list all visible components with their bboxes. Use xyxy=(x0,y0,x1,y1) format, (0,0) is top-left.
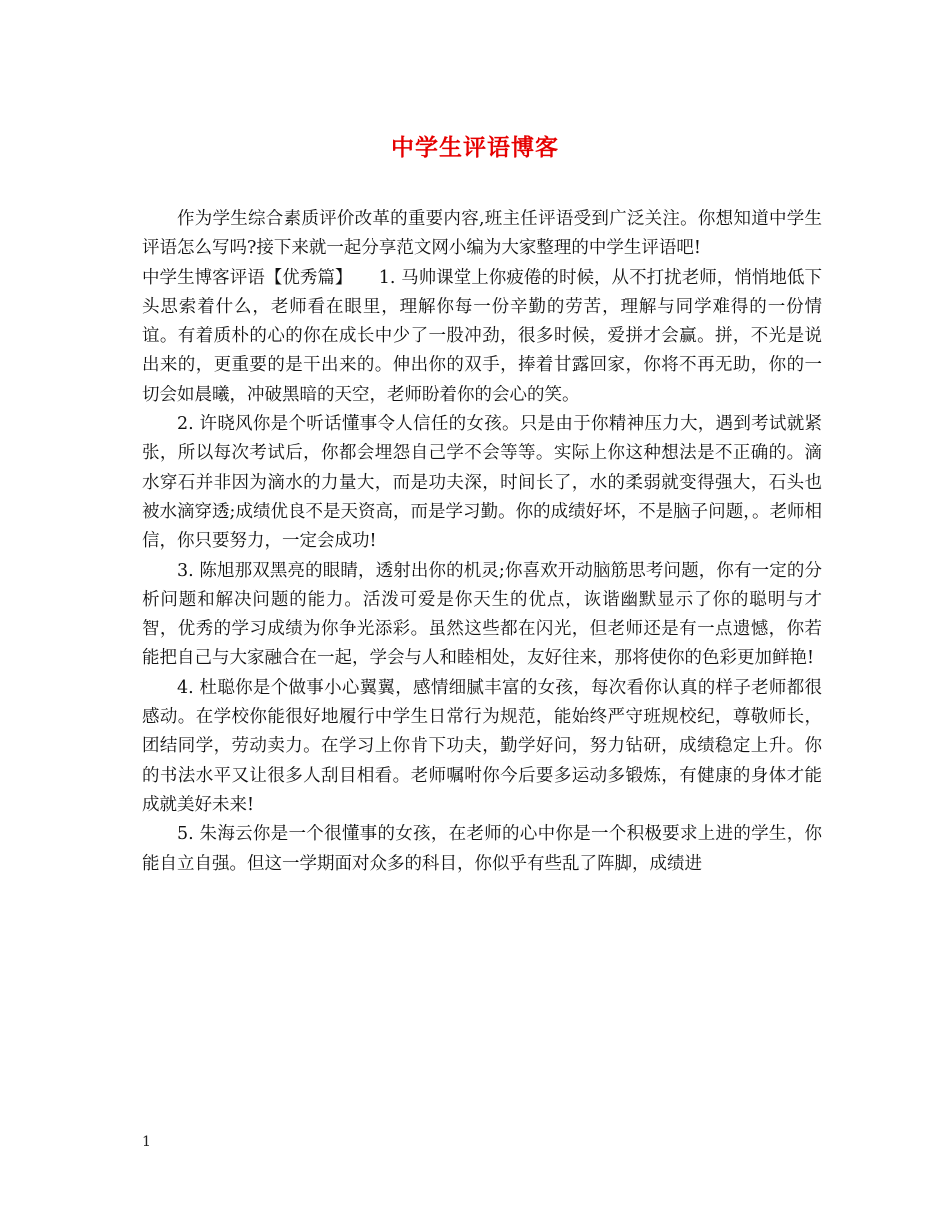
page-number: 1 xyxy=(142,1134,151,1150)
document-body xyxy=(142,205,822,879)
paragraph-comment-3: 3. 陈旭那双黑亮的眼睛，透射出你的机灵;你喜欢开动脑筋思考问题，你有一定的分析问题和解决问题的能力。活泼可爱是你天生的优点，诙谐幽默显示了你的聪明与才智，优秀的学习成绩为你争光添彩。虽然这些都在闪光，但老师还是有一点遗憾，你若能把自己与大家融合在一起，学会与人和睦相处，友好往来，那将使你的色彩更加鲜艳! xyxy=(142,560,822,669)
paragraph-comment-5: 5. 朱海云你是一个很懂事的女孩，在老师的心中你是一个积极要求上进的学生，你能自立自强。但这一学期面对众多的科目，你似乎有些乱了阵脚，成绩进 xyxy=(142,824,822,874)
paragraph-comment-4: 4. 杜聪你是个做事小心翼翼，感情细腻丰富的女孩，每次看你认真的样子老师都很感动。在学校你能很好地履行中学生日常行为规范，能始终严守班规校纪，尊敬师长，团结同学，劳动卖力。在学习上你肯下功夫，勤学好问，努力钻研，成绩稳定上升。你的书法水平又让很多人刮目相看。老师嘱咐你今后要多运动多锻炼，有健康的身体才能成就美好未来! xyxy=(142,677,822,815)
document-title: 中学生评语博客 xyxy=(391,134,559,161)
paragraph-comment-2: 2. 许晓风你是个听话懂事令人信任的女孩。只是由于你精神压力大，遇到考试就紧张，所以每次考试后，你都会埋怨自己学不会等等。实际上你这种想法是不正确的。滴水穿石并非因为滴水的力量大，而是功夫深，时间长了，水的柔弱就变得强大，石头也被水滴穿透;成绩优良不是天资高，而是学习勤。你的成绩好坏，不是脑子问题，。老师相信，你只要努力，一定会成功! xyxy=(142,414,822,552)
paragraph-comment-1: 中学生博客评语【优秀篇】 1. 马帅课堂上你疲倦的时候，从不打扰老师，悄悄地低下头思索着什么，老师看在眼里，理解你每一份辛勤的劳苦，理解与同学难得的一份情谊。有着质朴的心的你在成长中少了一股冲劲，很多时候，爱拼才会赢。拼，不光是说出来的，更重要的是干出来的。伸出你的双手，捧着甘露回家，你将不再无助，你的一切会如晨曦，冲破黑暗的天空，老师盼着你的会心的笑。 xyxy=(142,267,822,405)
paragraph-intro: 作为学生综合素质评价改革的重要内容,班主任评语受到广泛关注。你想知道中学生评语怎么写吗?接下来就一起分享范文网小编为大家整理的中学生评语吧! xyxy=(142,209,822,259)
